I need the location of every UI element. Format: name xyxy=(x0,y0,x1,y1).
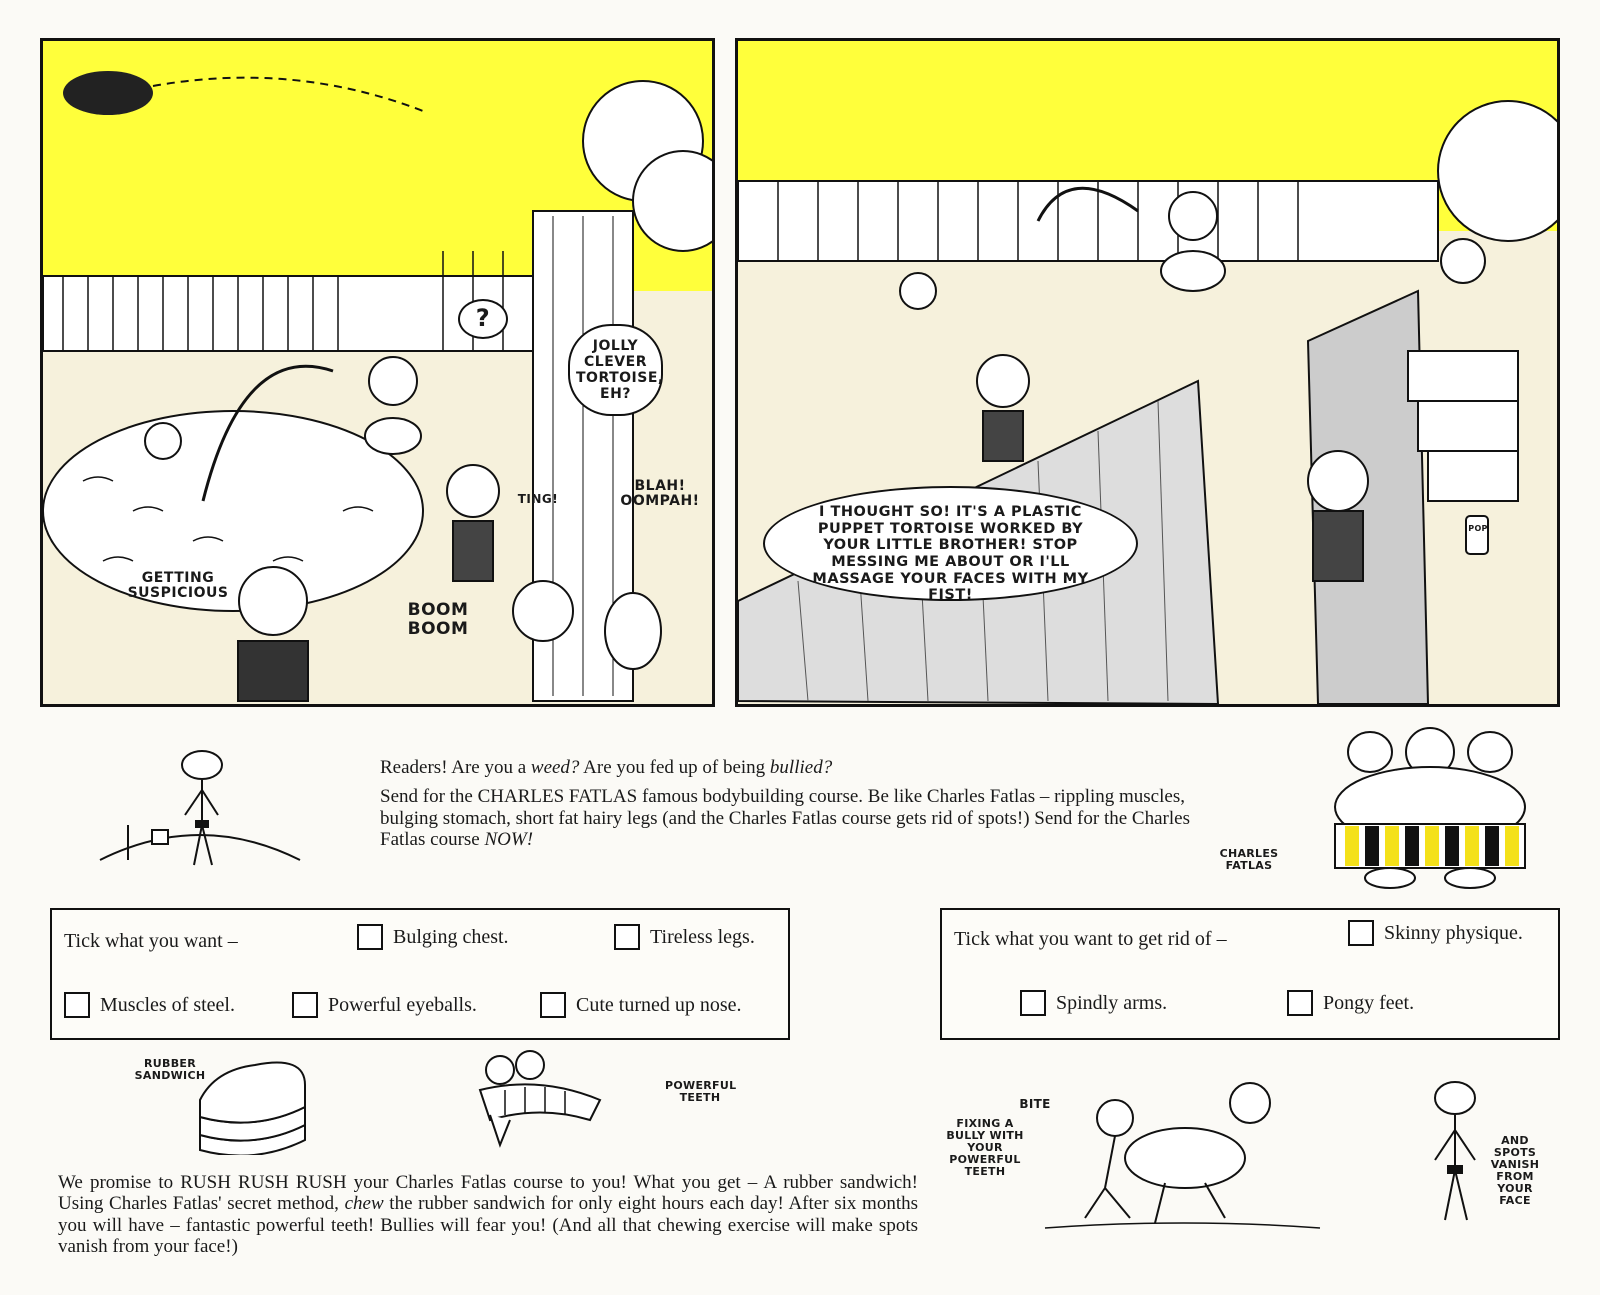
checkbox-tireless-legs[interactable] xyxy=(614,924,640,950)
bubble-question: ? xyxy=(458,299,508,339)
option-spindly-arms-label: Spindly arms. xyxy=(1056,991,1168,1014)
checkbox-bulging-chest[interactable] xyxy=(357,924,383,950)
tick-want-lead: Tick what you want – xyxy=(64,930,238,952)
ad-intro-line-2: Send for the CHARLES FATLAS famous bodybuilding course. Be like Charles Fatlas – rippling muscles, bulging stomach, short fat hairy legs (and the Charles Fatlas course gets rid of spots!) Send for the Charles Fatlas course NOW! xyxy=(380,786,1190,850)
powerful-teeth-drawing xyxy=(460,1045,610,1155)
charles-fatlas-figure xyxy=(1290,712,1540,897)
option-skinny-physique-label: Skinny physique. xyxy=(1384,921,1523,944)
comic-panel-1 xyxy=(40,38,715,707)
option-skinny-physique[interactable] xyxy=(1348,920,1523,946)
promise-paragraph: We promise to RUSH RUSH RUSH your Charles Fatlas course to you! What you get – A rubber sandwich! Using Charles Fatlas' secret method, chew the rubber sandwich for only eight hours each day! After six months you will have – fantastic powerful teeth! Bullies will fear you! (And all that chewing exercise will make spots vanish from your face!) xyxy=(58,1172,918,1257)
tick-rid-lead: Tick what you want to get rid of – xyxy=(954,928,1227,950)
option-muscles-of-steel[interactable] xyxy=(64,992,235,1018)
checkbox-cute-nose[interactable] xyxy=(540,992,566,1018)
option-powerful-eyeballs[interactable] xyxy=(292,992,477,1018)
checkbox-muscles-of-steel[interactable] xyxy=(64,992,90,1018)
option-bulging-chest[interactable] xyxy=(357,924,509,950)
rubber-sandwich-drawing xyxy=(195,1055,315,1155)
option-pongy-feet-label: Pongy feet. xyxy=(1323,991,1415,1014)
comic-panel-2 xyxy=(735,38,1560,707)
rubber-sandwich-label: RUBBER SANDWICH xyxy=(134,1057,206,1083)
bubble-puppet-tortoise: I THOUGHT SO! IT'S A PLASTIC PUPPET TORTOISE WORKED BY YOUR LITTLE BROTHER! STOP MESSING ME ABOUT OR I'LL MASSAGE YOUR FACES WITH MY FIST! xyxy=(763,486,1138,601)
option-powerful-eyeballs-label: Powerful eyeballs. xyxy=(328,993,477,1016)
panel-2-artwork xyxy=(738,41,1557,704)
sfx-ting: TING! xyxy=(517,492,559,506)
option-tireless-legs[interactable] xyxy=(614,924,755,950)
option-bulging-chest-label: Bulging chest. xyxy=(393,925,509,948)
pop-bottle-label: POP xyxy=(1468,524,1488,533)
option-pongy-feet[interactable] xyxy=(1287,990,1414,1016)
fixing-bully-label: FIXING A BULLY WITH YOUR POWERFUL TEETH xyxy=(946,1117,1024,1179)
tick-want-box xyxy=(50,908,790,1040)
powerful-teeth-label: POWERFUL TEETH xyxy=(665,1079,737,1105)
checkbox-skinny-physique[interactable] xyxy=(1348,920,1374,946)
fixing-bully-drawing xyxy=(1035,1078,1325,1238)
ad-intro-text xyxy=(380,757,1240,858)
tick-rid-box xyxy=(940,908,1560,1040)
spots-vanish-label: AND SPOTS VANISH FROM YOUR FACE xyxy=(1490,1134,1540,1208)
bubble-jolly-clever: JOLLY CLEVER TORTOISE, EH? xyxy=(568,324,663,416)
checkbox-pongy-feet[interactable] xyxy=(1287,990,1313,1016)
bite-label: BITE xyxy=(1019,1097,1051,1111)
option-cute-nose-label: Cute turned up nose. xyxy=(576,993,742,1016)
promise-text xyxy=(58,1172,918,1265)
caption-getting-suspicious: GETTING SUSPICIOUS xyxy=(127,570,229,602)
spots-vanish-figure xyxy=(1415,1070,1495,1230)
option-spindly-arms[interactable] xyxy=(1020,990,1167,1016)
option-tireless-legs-label: Tireless legs. xyxy=(650,925,755,948)
ad-intro-line-1: Readers! Are you a weed? Are you fed up of being bullied? xyxy=(380,757,833,778)
sfx-blah-oompah: BLAH! OOMPAH! xyxy=(620,478,700,510)
checkbox-powerful-eyeballs[interactable] xyxy=(292,992,318,1018)
charles-fatlas-label: CHARLES FATLAS xyxy=(1219,847,1279,873)
checkbox-spindly-arms[interactable] xyxy=(1020,990,1046,1016)
option-cute-nose[interactable] xyxy=(540,992,742,1018)
sfx-boom-boom: BOOM BOOM xyxy=(407,600,469,639)
weed-cartoon xyxy=(90,730,310,890)
option-muscles-of-steel-label: Muscles of steel. xyxy=(100,993,235,1016)
